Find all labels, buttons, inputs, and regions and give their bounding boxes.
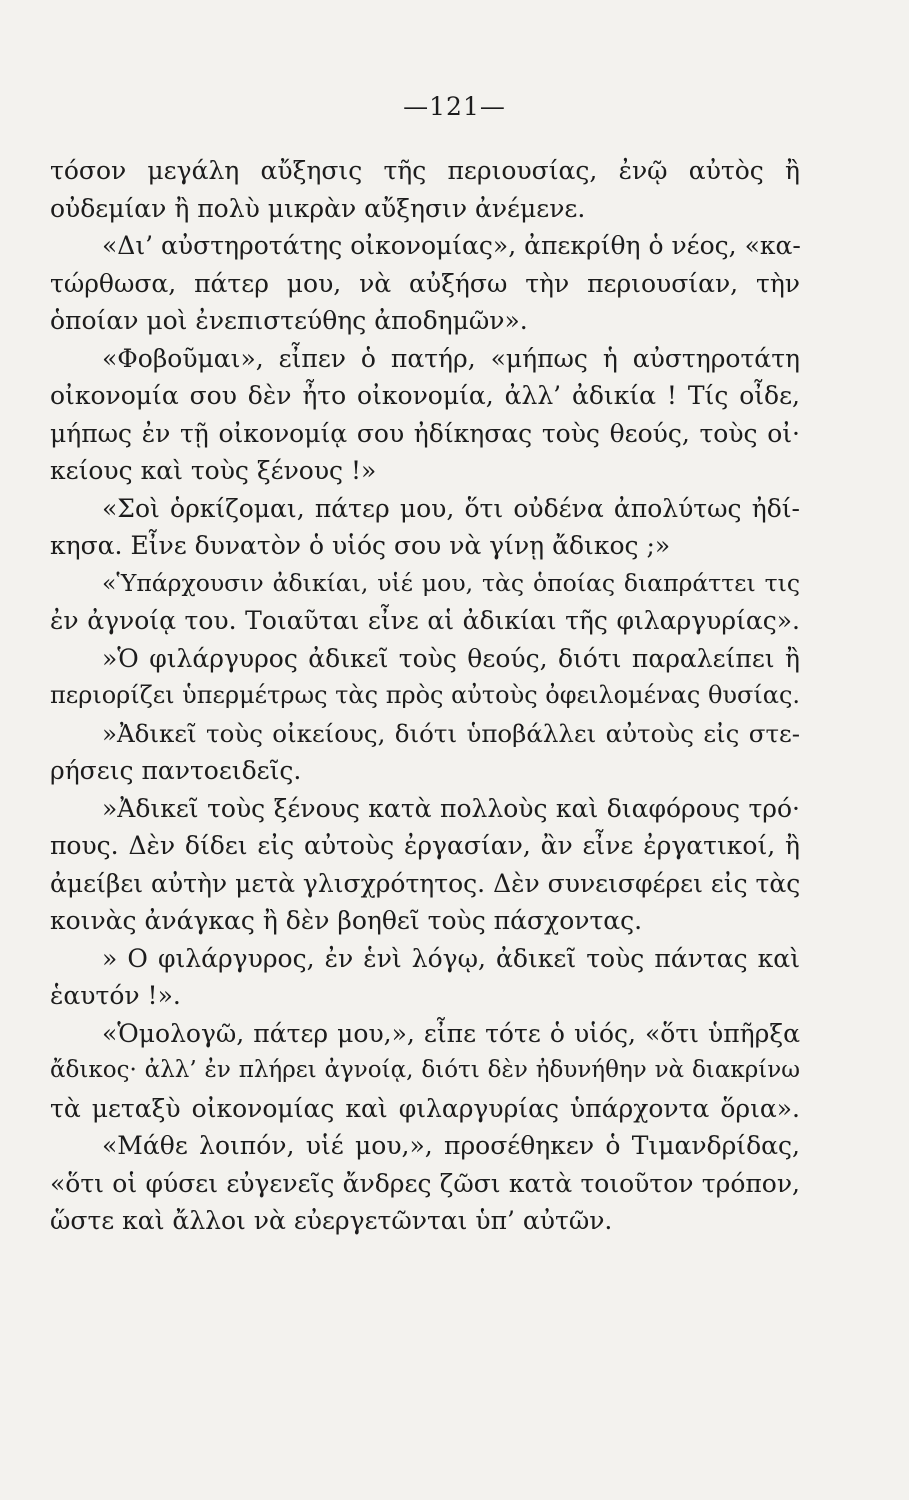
text-line: μήπως ἐν τῇ οἰκονομίᾳ σου ἠδίκησας τοὺς θεούς, τοὺς οἰ·: [50, 418, 800, 448]
text-line: » Ο φιλάργυρος, ἐν ἑνὶ λόγῳ, ἀδικεῖ τοὺς πάντας καὶ: [102, 943, 800, 973]
text-line: «Δι’ αὐστηροτάτης οἰκονομίας», ἀπεκρίθη ὁ νέος, «κα-: [102, 231, 801, 260]
text-line: «Μάθε λοιπόν, υἱέ μου,», προσέθηκεν ὁ Τιμανδρίδας,: [102, 1131, 800, 1160]
text-line: «Φοβοῦμαι», εἶπεν ὁ πατήρ, «μήπως ἡ αὐστηροτάτη: [102, 343, 800, 373]
text-line: »Ἀδικεῖ τοὺς οἰκείους, διότι ὑποβάλλει αὐτοὺς εἰς στε-: [102, 718, 800, 748]
text-line: τόσον μεγάλη αὔξησις τῆς περιουσίας, ἐνῷ αὐτὸς ἢ: [50, 156, 800, 185]
text-line: οὐδεμίαν ἢ πολὺ μικρὰν αὔξησιν ἀνέμενε.: [50, 193, 586, 223]
text-line: «ὅτι οἱ φύσει εὐγενεῖς ἄνδρες ζῶσι κατὰ τοιοῦτον τρόπον,: [50, 1168, 800, 1198]
text-line: οἰκονομία σου δὲν ἦτο οἰκονομία, ἀλλ’ ἀδικία ! Τίς οἶδε,: [50, 381, 800, 410]
text-line: «Ὑπάρχουσιν ἀδικίαι, υἱέ μου, τὰς ὁποίας διαπράττει τις: [102, 568, 800, 597]
text-line: κησα. Εἶνε δυνατὸν ὁ υἱός σου νὰ γίνῃ ἄδικος ;»: [50, 531, 671, 560]
text-line: »Ἀδικεῖ τοὺς ξένους κατὰ πολλοὺς καὶ διαφόρους τρό·: [102, 793, 800, 823]
page-number: —121—: [403, 92, 506, 121]
text-line: πους. Δὲν δίδει εἰς αὐτοὺς ἐργασίαν, ἂν εἶνε ἐργατικοί, ἢ: [50, 831, 800, 860]
text-line: ὥστε καὶ ἄλλοι νὰ εὐεργετῶνται ὑπ’ αὐτῶν.: [50, 1206, 613, 1235]
text-line: ρήσεις παντοειδεῖς.: [50, 756, 302, 785]
text-line: «Ὁμολογῶ, πάτερ μου,», εἶπε τότε ὁ υἱός, «ὅτι ὑπῆρξα: [102, 1018, 800, 1048]
text-line: ἑαυτόν !».: [50, 981, 181, 1010]
body-text: [50, 152, 800, 1240]
text-line: ἐν ἀγνοίᾳ του. Τοιαῦται εἶνε αἱ ἀδικίαι τῆς φιλαργυρίας».: [50, 606, 800, 635]
text-line: κείους καὶ τοὺς ξένους !»: [50, 456, 377, 485]
text-line: τὰ μεταξὺ οἰκονομίας καὶ φιλαργυρίας ὑπάρχοντα ὅρια».: [50, 1093, 800, 1123]
text-line: «Σοὶ ὁρκίζομαι, πάτερ μου, ὅτι οὐδένα ἀπολύτως ἠδί-: [102, 493, 800, 523]
text-line: »Ὁ φιλάργυρος ἀδικεῖ τοὺς θεούς, διότι παραλείπει ἢ: [102, 643, 800, 673]
text-line: ἀμείβει αὐτὴν μετὰ γλισχρότητος. Δὲν συνεισφέρει εἰς τὰς: [50, 868, 801, 898]
text-line: ὁποίαν μοὶ ἐνεπιστεύθης ἀποδημῶν».: [50, 306, 528, 335]
text-line: ἄδικος· ἀλλ’ ἐν πλήρει ἀγνοίᾳ, διότι δὲν ἠδυνήθην νὰ διακρίνω: [50, 1057, 800, 1083]
text-line: τώρθωσα, πάτερ μου, νὰ αὐξήσω τὴν περιουσίαν, τὴν: [50, 268, 800, 298]
text-line: περιορίζει ὑπερμέτρως τὰς πρὸς αὐτοὺς ὀφειλομένας θυσίας.: [50, 681, 801, 709]
text-line: κοινὰς ἀνάγκας ἢ δὲν βοηθεῖ τοὺς πάσχοντας.: [50, 906, 643, 935]
